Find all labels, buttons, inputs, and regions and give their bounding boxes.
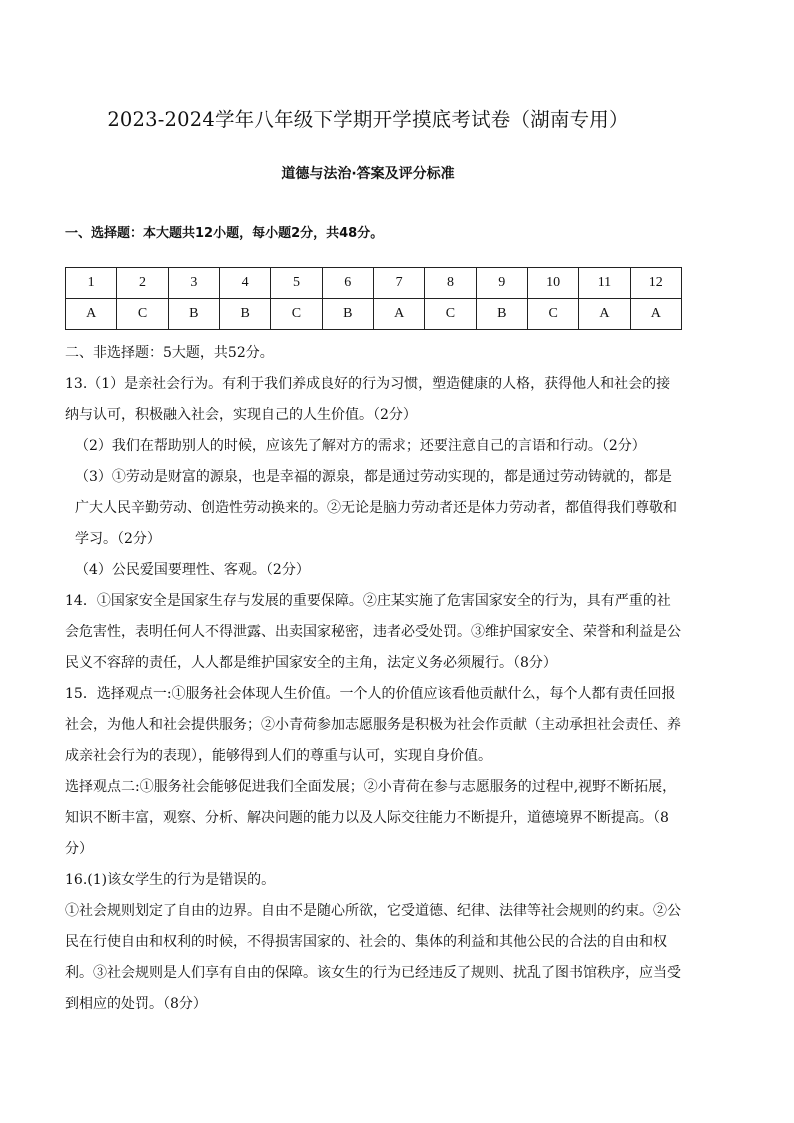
answer-paragraph-16-judgement: 16.(1)该女学生的行为是错误的。 (65, 872, 276, 888)
question-number-cell: 1 (66, 268, 117, 299)
answer-cell: B (168, 299, 219, 330)
question-number-cell: 3 (168, 268, 219, 299)
answer-paragraph-13-2: （2）我们在帮助别人的时候，应该先了解对方的需求；还要注意自己的言语和行动。（2分） (75, 438, 646, 454)
answer-paragraph-15-view1: 15．选择观点一:①服务社会体现人生价值。一个人的价值应该看他贡献什么，每个人都有责任回报社会，为他人和社会提供服务；②小青荷参加志愿服务是积极为社会作贡献（主动承担社会责任、养成亲社会行为的表现），能够得到人们的尊重与认可，实现自身价值。 (65, 686, 681, 764)
answer-table (65, 267, 682, 330)
section-heading-nonchoice: 二、非选择题：5大题，共52分。 (65, 345, 274, 361)
answer-table-answer-row (66, 299, 682, 330)
answer-paragraph-13-4: （4）公民爱国要理性、客观。（2分） (75, 562, 310, 578)
question-number-cell: 12 (630, 268, 681, 299)
answer-cell: A (630, 299, 681, 330)
answer-paragraph-13-3: （3）①劳动是财富的源泉，也是幸福的源泉，都是通过劳动实现的，都是通过劳动铸就的，都是广大人民辛勤劳动、创造性劳动换来的。②无论是脑力劳动者还是体力劳动者，都值得我们尊敬和学习。（2分） (75, 469, 677, 547)
question-number-cell: 7 (373, 268, 424, 299)
answer-cell: A (373, 299, 424, 330)
section-heading-choice: 一、选择题：本大题共12小题，每小题2分，共48分。 (65, 226, 384, 241)
question-number-cell: 11 (579, 268, 630, 299)
answer-content (65, 338, 683, 1020)
question-number-cell: 9 (476, 268, 527, 299)
answer-cell: B (476, 299, 527, 330)
document-title: 2023-2024学年八年级下学期开学摸底考试卷（湖南专用） (107, 108, 629, 131)
question-number-cell: 6 (322, 268, 373, 299)
question-number-cell: 5 (271, 268, 322, 299)
answer-paragraph-13-1: 13.（1）是亲社会行为。有利于我们养成良好的行为习惯，塑造健康的人格，获得他人和社会的接纳与认可，积极融入社会，实现自己的人生价值。（2分） (65, 376, 671, 423)
answer-cell: B (322, 299, 373, 330)
question-number-cell: 8 (425, 268, 476, 299)
answer-cell: C (117, 299, 168, 330)
answer-paragraph-14: 14．①国家安全是国家生存与发展的重要保障。②庄某实施了危害国家安全的行为，具有严重的社会危害性，表明任何人不得泄露、出卖国家秘密，违者必受处罚。③维护国家安全、荣誉和利益是公民义不容辞的责任，人人都是维护国家安全的主角，法定义务必须履行。（8分） (65, 593, 681, 671)
answer-paragraph-15-view2: 选择观点二:①服务社会能够促进我们全面发展；②小青荷在参与志愿服务的过程中,视野不断拓展，知识不断丰富，观察、分析、解决问题的能力以及人际交往能力不断提升，道德境界不断提高。（8分） (65, 779, 677, 857)
question-number-cell: 4 (219, 268, 270, 299)
answer-paragraph-16-reasons: ①社会规则划定了自由的边界。自由不是随心所欲，它受道德、纪律、法律等社会规则的约束。②公民在行使自由和权利的时候，不得损害国家的、社会的、集体的利益和其他公民的合法的自由和权利。③社会规则是人们享有自由的保障。该女生的行为已经违反了规则、扰乱了图书馆秩序，应当受到相应的处罚。（8分） (65, 903, 681, 1012)
answer-cell: C (425, 299, 476, 330)
document-subtitle: 道德与法治·答案及评分标准 (281, 166, 455, 182)
question-number-cell: 10 (527, 268, 578, 299)
answer-cell: B (219, 299, 270, 330)
answer-table-number-row (66, 268, 682, 299)
question-number-cell: 2 (117, 268, 168, 299)
answer-cell: A (66, 299, 117, 330)
answer-cell: C (271, 299, 322, 330)
answer-cell: A (579, 299, 630, 330)
answer-cell: C (527, 299, 578, 330)
